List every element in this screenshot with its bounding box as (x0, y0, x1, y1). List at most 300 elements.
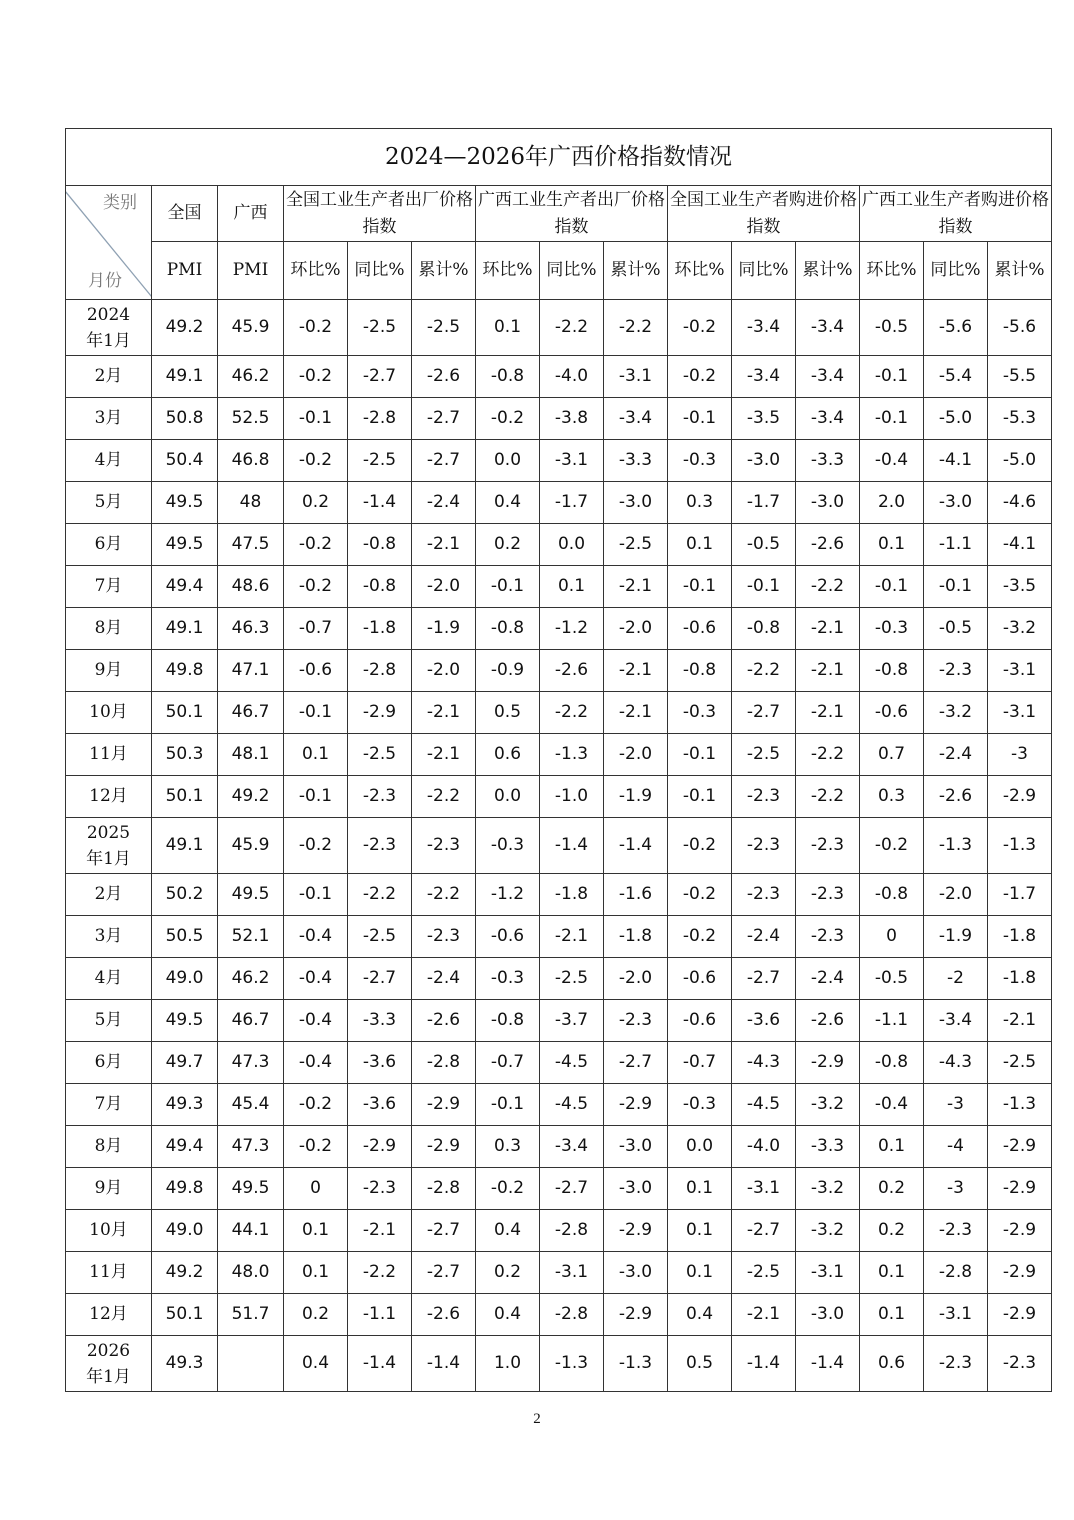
value-cell: 0.4 (284, 1336, 348, 1392)
table-row (66, 916, 1052, 958)
value-cell: -2.4 (732, 916, 796, 958)
value-cell: -2.8 (924, 1252, 988, 1294)
value-cell: 45.9 (218, 300, 284, 356)
value-cell: -4.6 (988, 482, 1052, 524)
value-cell: 47.3 (218, 1042, 284, 1084)
value-cell: -3.4 (732, 356, 796, 398)
value-cell: -0.2 (668, 874, 732, 916)
value-cell: -0.1 (284, 692, 348, 734)
value-cell: -1.4 (796, 1336, 860, 1392)
value-cell: -2.7 (412, 1210, 476, 1252)
table-row (66, 1210, 1052, 1252)
value-cell: -2.8 (540, 1210, 604, 1252)
value-cell: -0.3 (860, 608, 924, 650)
value-cell: -2.0 (412, 650, 476, 692)
value-cell: -0.2 (476, 398, 540, 440)
category-label: 类别 (103, 193, 137, 213)
value-cell: -2.1 (412, 734, 476, 776)
value-cell: -2.8 (412, 1042, 476, 1084)
value-cell: -3.1 (604, 356, 668, 398)
value-cell: -3 (988, 734, 1052, 776)
group-header: 全国工业生产者购进价格指数 (668, 186, 860, 242)
value-cell: -0.2 (668, 818, 732, 874)
value-cell: -3.0 (604, 1252, 668, 1294)
value-cell: -2.9 (988, 1294, 1052, 1336)
value-cell: -3.4 (796, 300, 860, 356)
value-cell: -2.3 (412, 818, 476, 874)
value-cell: -1.7 (988, 874, 1052, 916)
month-cell: 3月 (66, 916, 152, 958)
value-cell: -0.1 (668, 398, 732, 440)
value-cell: -3.0 (604, 1126, 668, 1168)
value-cell: -4.0 (732, 1126, 796, 1168)
value-cell: -1.8 (348, 608, 412, 650)
value-cell: -2.9 (412, 1084, 476, 1126)
value-cell: -0.1 (860, 356, 924, 398)
value-cell: 49.4 (152, 566, 218, 608)
month-cell: 5月 (66, 1000, 152, 1042)
table-row (66, 776, 1052, 818)
value-cell: -2.1 (540, 916, 604, 958)
header-mom: 环比% (860, 242, 924, 300)
table-row (66, 692, 1052, 734)
value-cell: 50.1 (152, 692, 218, 734)
value-cell: -2.5 (348, 916, 412, 958)
value-cell: 0.2 (284, 1294, 348, 1336)
value-cell: -1.3 (988, 1084, 1052, 1126)
value-cell: -2.8 (348, 650, 412, 692)
value-cell: 0.5 (668, 1336, 732, 1392)
value-cell: -4.3 (924, 1042, 988, 1084)
month-cell: 2月 (66, 356, 152, 398)
value-cell: 0.0 (476, 440, 540, 482)
value-cell: -2.7 (540, 1168, 604, 1210)
value-cell: -2.3 (412, 916, 476, 958)
value-cell: -2.1 (604, 566, 668, 608)
value-cell: -2.6 (412, 1294, 476, 1336)
value-cell: 46.3 (218, 608, 284, 650)
value-cell: 1.0 (476, 1336, 540, 1392)
header-guangxi: 广西 (218, 186, 284, 242)
value-cell: 0.3 (668, 482, 732, 524)
value-cell: 47.5 (218, 524, 284, 566)
value-cell: -3.5 (988, 566, 1052, 608)
value-cell: 46.7 (218, 692, 284, 734)
header-pmi: PMI (218, 242, 284, 300)
value-cell: 0.2 (284, 482, 348, 524)
value-cell: 52.1 (218, 916, 284, 958)
month-cell: 2025年1月 (66, 818, 152, 874)
value-cell: -0.8 (668, 650, 732, 692)
value-cell: -2.6 (924, 776, 988, 818)
value-cell: -0.2 (284, 566, 348, 608)
value-cell: -5.0 (988, 440, 1052, 482)
month-cell: 9月 (66, 1168, 152, 1210)
value-cell: -2.3 (732, 776, 796, 818)
value-cell: 49.5 (152, 482, 218, 524)
value-cell: -0.7 (476, 1042, 540, 1084)
value-cell: 0.2 (860, 1210, 924, 1252)
value-cell: -0.1 (860, 566, 924, 608)
value-cell: -0.8 (732, 608, 796, 650)
value-cell: -1.4 (604, 818, 668, 874)
value-cell: -2.7 (732, 958, 796, 1000)
table-row (66, 1294, 1052, 1336)
value-cell: -3.0 (604, 482, 668, 524)
value-cell: -4 (924, 1126, 988, 1168)
value-cell: -0.1 (668, 734, 732, 776)
header-yoy: 同比% (348, 242, 412, 300)
value-cell: -2.4 (924, 734, 988, 776)
value-cell: -4.5 (540, 1042, 604, 1084)
value-cell: -3.3 (348, 1000, 412, 1042)
value-cell: -1.1 (924, 524, 988, 566)
value-cell: -2.3 (924, 650, 988, 692)
value-cell: -2.6 (796, 524, 860, 566)
value-cell: -3.1 (924, 1294, 988, 1336)
value-cell: -2.7 (412, 1252, 476, 1294)
value-cell: -3.1 (540, 1252, 604, 1294)
value-cell: -3.1 (796, 1252, 860, 1294)
value-cell: -1.4 (540, 818, 604, 874)
value-cell: -0.4 (284, 916, 348, 958)
value-cell: -0.6 (668, 1000, 732, 1042)
value-cell: 0.4 (476, 1294, 540, 1336)
value-cell: -2.0 (604, 734, 668, 776)
value-cell: -0.3 (476, 958, 540, 1000)
value-cell: -5.4 (924, 356, 988, 398)
value-cell: -0.1 (284, 874, 348, 916)
value-cell: -1.4 (412, 1336, 476, 1392)
value-cell: -2.1 (412, 692, 476, 734)
value-cell: -2.3 (796, 916, 860, 958)
value-cell: -0.7 (284, 608, 348, 650)
value-cell: 45.9 (218, 818, 284, 874)
value-cell: -3.4 (796, 356, 860, 398)
value-cell: -0.2 (284, 300, 348, 356)
value-cell: -1.3 (540, 734, 604, 776)
table-row (66, 440, 1052, 482)
value-cell: 50.5 (152, 916, 218, 958)
value-cell: -0.8 (860, 650, 924, 692)
value-cell: 0.2 (860, 1168, 924, 1210)
value-cell: -0.8 (348, 524, 412, 566)
value-cell: 0.1 (668, 1210, 732, 1252)
value-cell: -2.3 (732, 874, 796, 916)
table-row (66, 1252, 1052, 1294)
value-cell: 49.5 (152, 1000, 218, 1042)
value-cell: -0.2 (284, 1084, 348, 1126)
value-cell: -1.7 (732, 482, 796, 524)
header-mom: 环比% (668, 242, 732, 300)
value-cell: -2.5 (732, 734, 796, 776)
value-cell: -2.9 (796, 1042, 860, 1084)
value-cell: -0.3 (668, 440, 732, 482)
value-cell: 0.3 (860, 776, 924, 818)
value-cell: -2.7 (604, 1042, 668, 1084)
value-cell: -0.2 (668, 300, 732, 356)
value-cell: -2.3 (604, 1000, 668, 1042)
value-cell: -2.8 (348, 398, 412, 440)
value-cell: 0.2 (476, 524, 540, 566)
header-mom: 环比% (284, 242, 348, 300)
value-cell: -3.1 (988, 650, 1052, 692)
value-cell: -0.8 (348, 566, 412, 608)
table-row (66, 650, 1052, 692)
value-cell: -5.3 (988, 398, 1052, 440)
header-pmi: PMI (152, 242, 218, 300)
header-yoy: 同比% (924, 242, 988, 300)
value-cell: -0.3 (668, 692, 732, 734)
value-cell: -0.2 (284, 818, 348, 874)
value-cell: -2.1 (412, 524, 476, 566)
value-cell: -0.6 (668, 608, 732, 650)
value-cell: -2.3 (348, 818, 412, 874)
value-cell: 46.8 (218, 440, 284, 482)
table-row (66, 608, 1052, 650)
value-cell: -1.1 (348, 1294, 412, 1336)
value-cell: -2.5 (412, 300, 476, 356)
value-cell: -3.2 (924, 692, 988, 734)
value-cell: 0.6 (476, 734, 540, 776)
value-cell: 50.2 (152, 874, 218, 916)
value-cell: -2.9 (412, 1126, 476, 1168)
value-cell: -2.1 (796, 650, 860, 692)
value-cell: -2.0 (924, 874, 988, 916)
value-cell: -2.5 (732, 1252, 796, 1294)
value-cell: -4.5 (732, 1084, 796, 1126)
value-cell: 0.1 (476, 300, 540, 356)
table-row (66, 1336, 1052, 1392)
value-cell: 46.2 (218, 958, 284, 1000)
value-cell: 0.4 (476, 1210, 540, 1252)
value-cell: -2.9 (988, 1168, 1052, 1210)
corner-header (66, 186, 152, 300)
value-cell: -0.5 (860, 958, 924, 1000)
value-cell: 49.5 (152, 524, 218, 566)
month-cell: 9月 (66, 650, 152, 692)
value-cell: -2.0 (412, 566, 476, 608)
value-cell: -0.8 (860, 1042, 924, 1084)
value-cell: -3.1 (732, 1168, 796, 1210)
value-cell: -3.4 (604, 398, 668, 440)
value-cell: -2.2 (796, 566, 860, 608)
value-cell: -0.7 (668, 1042, 732, 1084)
value-cell: -0.1 (668, 776, 732, 818)
table-row (66, 1126, 1052, 1168)
value-cell: 49.5 (218, 1168, 284, 1210)
value-cell: 0.5 (476, 692, 540, 734)
value-cell: -0.8 (860, 874, 924, 916)
value-cell: 49.2 (152, 300, 218, 356)
value-cell: -0.1 (924, 566, 988, 608)
value-cell: -2.6 (412, 1000, 476, 1042)
value-cell: 47.1 (218, 650, 284, 692)
header-cumulative: 累计% (988, 242, 1052, 300)
value-cell: -2.1 (732, 1294, 796, 1336)
value-cell: -3.2 (988, 608, 1052, 650)
value-cell: 0.0 (668, 1126, 732, 1168)
value-cell: 50.1 (152, 1294, 218, 1336)
month-cell: 6月 (66, 524, 152, 566)
month-cell: 11月 (66, 1252, 152, 1294)
value-cell: 0.1 (860, 1252, 924, 1294)
value-cell: -2.9 (988, 1210, 1052, 1252)
header-cumulative: 累计% (796, 242, 860, 300)
value-cell: -0.9 (476, 650, 540, 692)
month-cell: 10月 (66, 692, 152, 734)
value-cell: -1.4 (348, 1336, 412, 1392)
value-cell: 0.1 (860, 1126, 924, 1168)
value-cell: 0.4 (668, 1294, 732, 1336)
value-cell: -0.4 (860, 440, 924, 482)
header-cumulative: 累计% (412, 242, 476, 300)
value-cell: -0.4 (284, 1042, 348, 1084)
value-cell: -0.5 (732, 524, 796, 566)
group-header: 广西工业生产者购进价格指数 (860, 186, 1052, 242)
value-cell: -2.4 (412, 482, 476, 524)
table-row (66, 734, 1052, 776)
value-cell: 49.4 (152, 1126, 218, 1168)
value-cell: -1.9 (604, 776, 668, 818)
value-cell: -4.3 (732, 1042, 796, 1084)
month-cell: 12月 (66, 1294, 152, 1336)
value-cell: 50.1 (152, 776, 218, 818)
value-cell: -3.3 (604, 440, 668, 482)
month-cell: 11月 (66, 734, 152, 776)
value-cell: -1.8 (988, 958, 1052, 1000)
value-cell: 49.3 (152, 1336, 218, 1392)
value-cell: 44.1 (218, 1210, 284, 1252)
value-cell: -4.5 (540, 1084, 604, 1126)
value-cell: -1.6 (604, 874, 668, 916)
value-cell: -2.2 (796, 776, 860, 818)
month-cell: 2024年1月 (66, 300, 152, 356)
value-cell: -3.4 (924, 1000, 988, 1042)
page-number: 2 (533, 1411, 541, 1427)
table-row (66, 566, 1052, 608)
value-cell: -2.3 (348, 1168, 412, 1210)
value-cell: -3.6 (348, 1042, 412, 1084)
value-cell: -0.8 (476, 1000, 540, 1042)
value-cell: 48.6 (218, 566, 284, 608)
value-cell: -0.1 (284, 776, 348, 818)
value-cell: -2.2 (412, 776, 476, 818)
value-cell: -2.9 (988, 776, 1052, 818)
value-cell: 0.0 (540, 524, 604, 566)
value-cell: 49.2 (218, 776, 284, 818)
header-mom: 环比% (476, 242, 540, 300)
value-cell: -2.5 (988, 1042, 1052, 1084)
value-cell: -3.8 (540, 398, 604, 440)
value-cell: -2.2 (540, 300, 604, 356)
value-cell: -0.1 (668, 566, 732, 608)
value-cell: -2.3 (348, 776, 412, 818)
value-cell: 49.8 (152, 1168, 218, 1210)
value-cell: 0.0 (476, 776, 540, 818)
value-cell: -1.3 (540, 1336, 604, 1392)
value-cell: 50.3 (152, 734, 218, 776)
value-cell: 50.4 (152, 440, 218, 482)
value-cell: -2.1 (796, 692, 860, 734)
value-cell: -2.7 (348, 356, 412, 398)
value-cell: -2.1 (988, 1000, 1052, 1042)
month-cell: 4月 (66, 958, 152, 1000)
value-cell: -5.6 (988, 300, 1052, 356)
value-cell: -2.3 (924, 1210, 988, 1252)
value-cell: 0.1 (284, 734, 348, 776)
value-cell: -2.9 (604, 1294, 668, 1336)
value-cell: 46.2 (218, 356, 284, 398)
month-cell: 5月 (66, 482, 152, 524)
value-cell: -2.9 (348, 692, 412, 734)
value-cell: -2.1 (604, 692, 668, 734)
month-label: 月份 (88, 271, 122, 291)
value-cell: -2.6 (540, 650, 604, 692)
value-cell: -0.6 (476, 916, 540, 958)
header-national: 全国 (152, 186, 218, 242)
price-index-table (65, 128, 1052, 1392)
value-cell: -2.9 (988, 1126, 1052, 1168)
value-cell: 0.3 (476, 1126, 540, 1168)
value-cell: 0.4 (476, 482, 540, 524)
value-cell: -3.0 (604, 1168, 668, 1210)
value-cell: -2.5 (348, 300, 412, 356)
value-cell: -2.5 (348, 440, 412, 482)
value-cell: -2.3 (796, 874, 860, 916)
value-cell: -4.1 (988, 524, 1052, 566)
value-cell: -0.4 (284, 1000, 348, 1042)
value-cell: -0.8 (476, 608, 540, 650)
value-cell: -0.2 (284, 1126, 348, 1168)
value-cell: 0 (284, 1168, 348, 1210)
value-cell: 46.7 (218, 1000, 284, 1042)
value-cell: -0.1 (732, 566, 796, 608)
value-cell: -0.1 (476, 566, 540, 608)
value-cell: -0.5 (860, 300, 924, 356)
value-cell: -4.0 (540, 356, 604, 398)
value-cell: -2.5 (348, 734, 412, 776)
value-cell: 0.1 (284, 1252, 348, 1294)
value-cell: -2.4 (412, 958, 476, 1000)
value-cell: -3.2 (796, 1084, 860, 1126)
value-cell: 50.8 (152, 398, 218, 440)
value-cell: 0.1 (668, 524, 732, 566)
value-cell: -1.8 (540, 874, 604, 916)
value-cell: -3.0 (796, 1294, 860, 1336)
value-cell: -3.7 (540, 1000, 604, 1042)
table-row (66, 1042, 1052, 1084)
value-cell: -2.2 (348, 1252, 412, 1294)
value-cell: -1.3 (604, 1336, 668, 1392)
value-cell: -3.1 (540, 440, 604, 482)
value-cell: 48.1 (218, 734, 284, 776)
value-cell: -3.3 (796, 440, 860, 482)
value-cell: 48.0 (218, 1252, 284, 1294)
value-cell: -0.6 (284, 650, 348, 692)
value-cell: -1.9 (412, 608, 476, 650)
value-cell: -3.6 (732, 1000, 796, 1042)
value-cell: -3.2 (796, 1168, 860, 1210)
value-cell: 0.1 (668, 1252, 732, 1294)
value-cell: 2.0 (860, 482, 924, 524)
month-cell: 10月 (66, 1210, 152, 1252)
value-cell: -2.7 (732, 692, 796, 734)
value-cell: 47.3 (218, 1126, 284, 1168)
value-cell: 49.5 (218, 874, 284, 916)
value-cell: -3.2 (796, 1210, 860, 1252)
table-row (66, 818, 1052, 874)
